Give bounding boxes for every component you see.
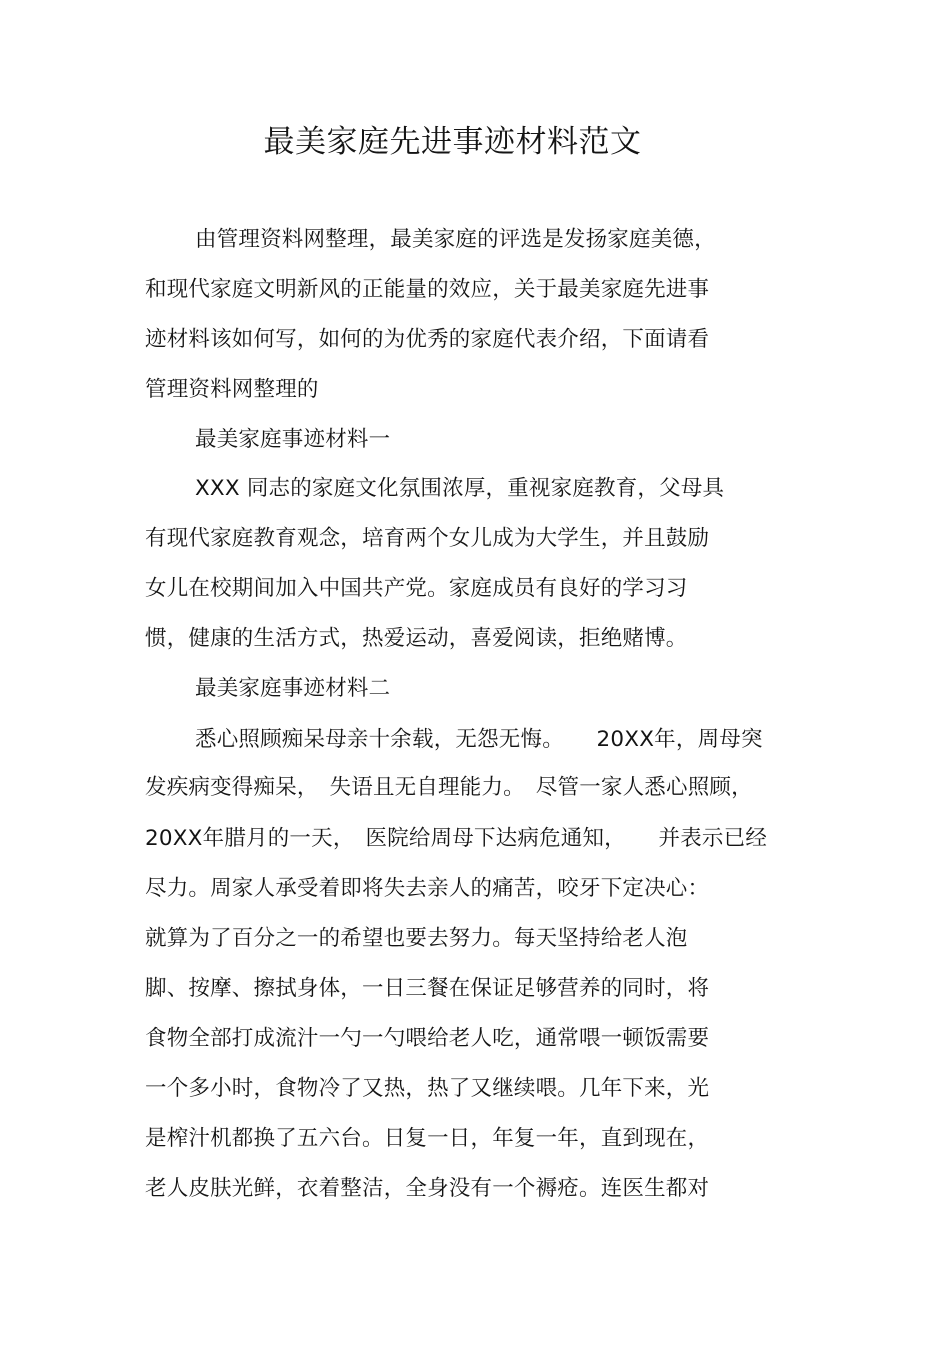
- paragraph-line: 食物全部打成流汁一勺一勺喂给老人吃，通常喂一顿饭需要: [145, 1026, 710, 1051]
- paragraph-line: 管理资料网整理的: [145, 377, 319, 402]
- paragraph-line: 20XX年腊月的一天， 医院给周母下达病危通知， 并表示已经: [145, 826, 768, 851]
- paragraph-line: 发疾病变得痴呆， 失语且无自理能力。 尽管一家人悉心照顾，: [145, 775, 753, 800]
- paragraph-line: 迹材料该如何写，如何的为优秀的家庭代表介绍，下面请看: [145, 327, 710, 352]
- page-title: 最美家庭先进事迹材料范文: [263, 124, 642, 160]
- paragraph-line: 就算为了百分之一的希望也要去努力。每天坚持给老人泡: [145, 926, 688, 951]
- paragraph-line: 女儿在校期间加入中国共产党。家庭成员有良好的学习习: [145, 576, 688, 601]
- paragraph-line: 尽力。周家人承受着即将失去亲人的痛苦，咬牙下定决心：: [145, 876, 710, 901]
- paragraph-line: 老人皮肤光鲜，衣着整洁，全身没有一个褥疮。连医生都对: [145, 1176, 710, 1201]
- paragraph-line: 惯，健康的生活方式，热爱运动，喜爱阅读，拒绝赌博。: [145, 626, 688, 651]
- paragraph-line: 是榨汁机都换了五六台。日复一日，年复一年，直到现在，: [145, 1126, 710, 1151]
- paragraph-line: 一个多小时，食物冷了又热，热了又继续喂。几年下来，光: [145, 1076, 710, 1101]
- paragraph-line: 由管理资料网整理，最美家庭的评选是发扬家庭美德，: [195, 227, 716, 252]
- paragraph-line: 悉心照顾痴呆母亲十余载，无怨无悔。 20XX年，周母突: [195, 727, 763, 752]
- section-heading: 最美家庭事迹材料一: [195, 427, 391, 452]
- paragraph-line: XXX 同志的家庭文化氛围浓厚，重视家庭教育，父母具: [195, 476, 725, 501]
- paragraph-line: 脚、按摩、擦拭身体，一日三餐在保证足够营养的同时，将: [145, 976, 710, 1001]
- paragraph-line: 和现代家庭文明新风的正能量的效应，关于最美家庭先进事: [145, 277, 710, 302]
- paragraph-line: 有现代家庭教育观念，培育两个女儿成为大学生，并且鼓励: [145, 526, 710, 551]
- section-heading: 最美家庭事迹材料二: [195, 676, 391, 701]
